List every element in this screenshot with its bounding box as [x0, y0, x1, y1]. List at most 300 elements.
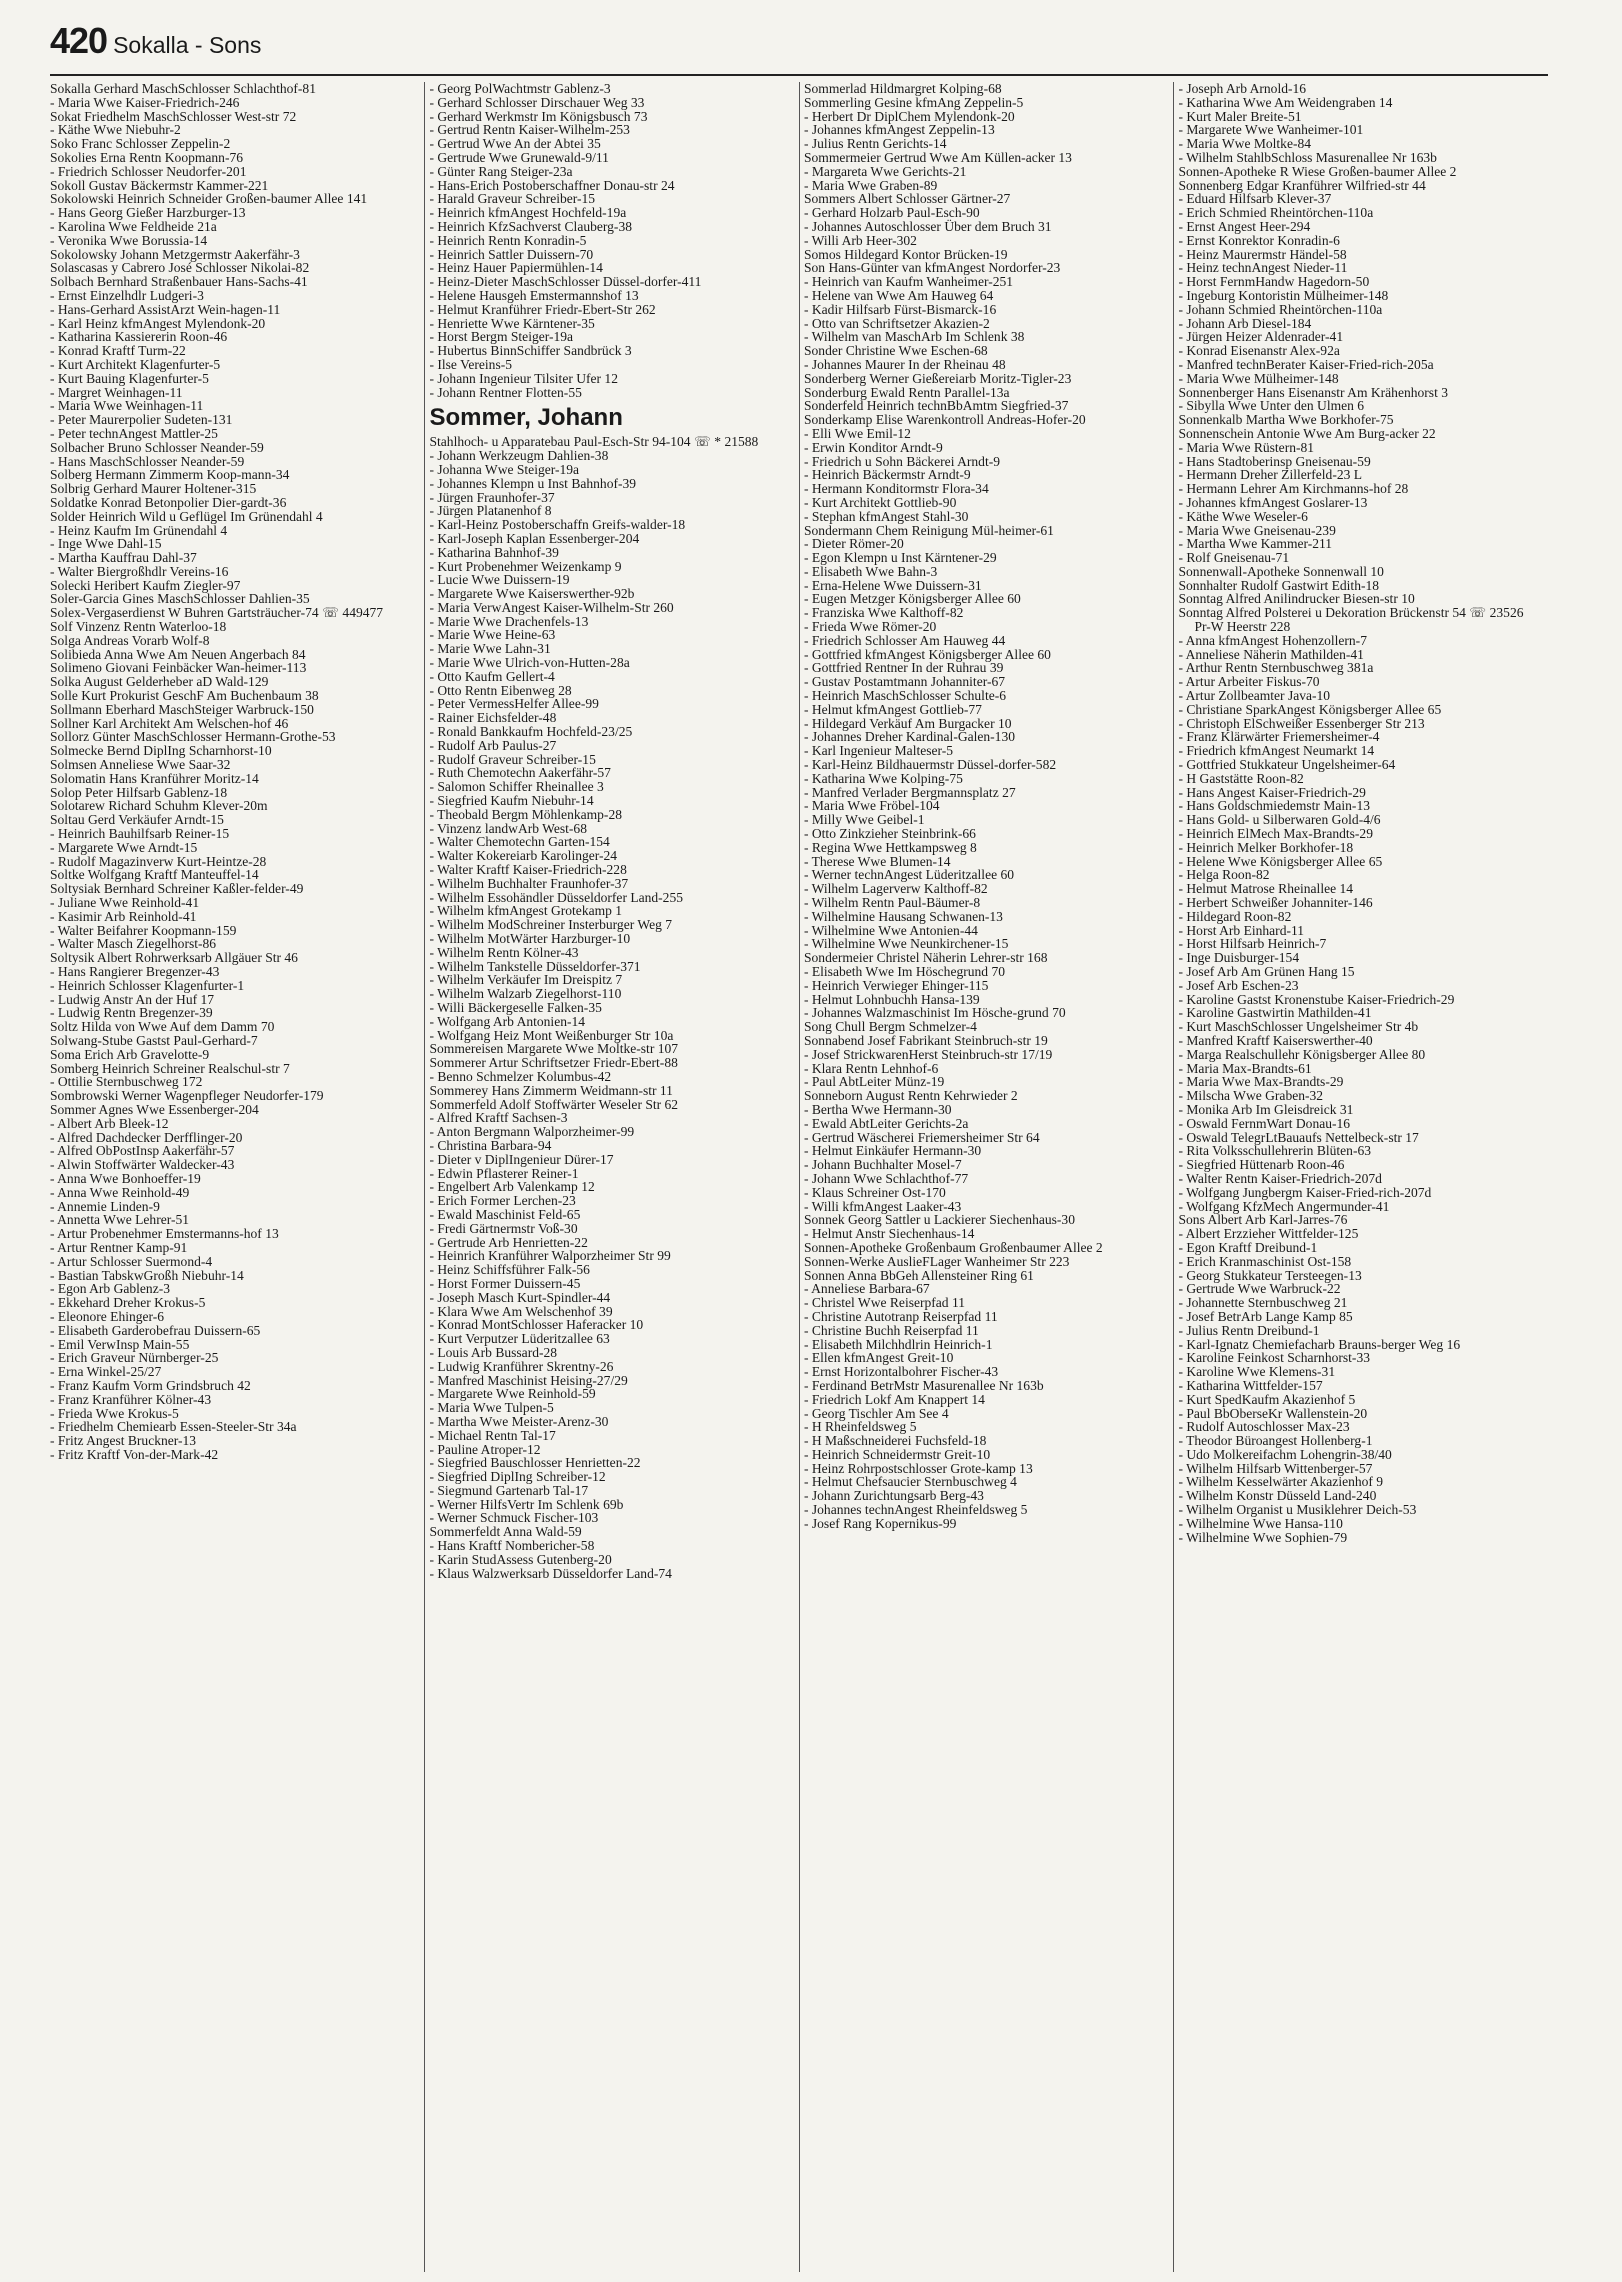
directory-entry: - Ernst Einzelhdlr Ludgeri-3 — [50, 287, 204, 303]
directory-entry: - Fritz Angest Bruckner-13 — [50, 1433, 197, 1449]
directory-entry: - Egon Klempn u Inst Kärntener-29 — [803, 550, 997, 566]
directory-entry: - Johann Wwe Schlachthof-77 — [803, 1170, 969, 1186]
directory-entry: - Wilhelm StahlbSchloss Masurenallee Nr 163b — [1178, 149, 1437, 165]
directory-entry: - Julius Rentn Dreibund-1 — [1178, 1322, 1320, 1338]
directory-entry: - H Maßschneiderei Fuchsfeld-18 — [803, 1433, 987, 1449]
directory-entry: - Maria Wwe Fröbel-104 — [803, 798, 940, 814]
directory-entry: - Karl-Ignatz Chemiefacharb Brauns-berger Weg 16 — [1178, 1336, 1461, 1352]
directory-entry: - Artur Rentner Kamp-91 — [50, 1239, 188, 1255]
directory-entry: Solibieda Anna Wwe Am Neuen Angerbach 84 — [50, 646, 306, 662]
directory-entry: Sommereisen Margarete Wwe Moltke-str 107 — [429, 1041, 679, 1057]
directory-entry: - Jürgen Heizer Aldenrader-41 — [1178, 329, 1344, 345]
directory-entry: - Ottilie Sternbuschweg 172 — [50, 1074, 203, 1090]
directory-entry: - Maria Wwe Kaiser-Friedrich-246 — [50, 94, 240, 110]
directory-entry: Soltau Gerd Verkäufer Arndt-15 — [50, 812, 224, 828]
directory-entry: - Kurt Probenehmer Weizenkamp 9 — [429, 558, 622, 574]
directory-entry: - Wilhelm Tankstelle Düsseldorfer-371 — [429, 958, 641, 974]
directory-entry: Sommerlad Hildmargret Kolping-68 — [803, 82, 1002, 96]
directory-entry: - Johannette Sternbuschweg 21 — [1178, 1295, 1348, 1311]
directory-entry: - Josef Rang Kopernikus-99 — [803, 1515, 957, 1531]
directory-entry: - Walter Kokereiarb Karolinger-24 — [429, 848, 618, 864]
directory-entry: Solomatin Hans Kranführer Moritz-14 — [50, 770, 259, 786]
directory-entry: - Margarete Wwe Wanheimer-101 — [1178, 122, 1364, 138]
directory-entry: Sollmann Eberhard MaschSteiger Warbruck-150 — [50, 701, 314, 717]
directory-entry: Sonnenwall-Apotheke Sonnenwall 10 — [1178, 563, 1384, 579]
directory-entry: - Siegfried DiplIng Schreiber-12 — [429, 1469, 606, 1485]
directory-entry: - Dieter v DiplIngenieur Dürer-17 — [429, 1151, 614, 1167]
directory-entry: - Katharina Bahnhof-39 — [429, 544, 559, 560]
directory-entry: - Alfred Kraftf Sachsen-3 — [429, 1110, 568, 1126]
directory-entry: - Ewald AbtLeiter Gerichts-2a — [803, 1115, 969, 1131]
directory-entry: - Margareta Wwe Gerichts-21 — [803, 163, 967, 179]
directory-entry: - Marie Wwe Heine-63 — [429, 627, 556, 643]
directory-entry: - Albert Erzzieher Wittfelder-125 — [1178, 1226, 1359, 1242]
directory-entry: - Helene Wwe Königsberger Allee 65 — [1178, 853, 1383, 869]
directory-entry: - Heinrich Sattler Duissern-70 — [429, 246, 594, 262]
directory-entry: - Maria Wwe Weinhagen-11 — [50, 398, 204, 414]
directory-entry: Solex-Vergaserdienst W Buhren Gartsträucher-74 ☏ 449477 — [50, 605, 384, 621]
directory-entry: - Wolfgang Jungbergm Kaiser-Fried-rich-207d — [1178, 1184, 1432, 1200]
directory-entry: - Heinrich van Kaufm Wanheimer-251 — [803, 274, 1014, 290]
directory-entry: Sokalla Gerhard MaschSchlosser Schlachthof-81 — [50, 82, 316, 96]
directory-entry: - Erich Schmied Rheintörchen-110a — [1178, 205, 1374, 221]
directory-entry: - Wilhelm van MaschArb Im Schlenk 38 — [803, 329, 1025, 345]
directory-entry: - Anneliese Näherin Mathilden-41 — [1178, 646, 1364, 662]
directory-entry: - Wolfgang KfzMech Angermunder-41 — [1178, 1198, 1390, 1214]
directory-entry: - Josef BetrArb Lange Kamp 85 — [1178, 1308, 1353, 1324]
directory-entry: Sombrowski Werner Wagenpfleger Neudorfer-179 — [50, 1088, 324, 1104]
directory-entry: - Emil VerwInsp Main-55 — [50, 1336, 190, 1352]
directory-entry: - Gertrud Wwe An der Abtei 35 — [429, 136, 601, 152]
directory-entry: - Ilse Vereins-5 — [429, 356, 512, 372]
directory-entry: - Gertrude Wwe Grunewald-9/11 — [429, 149, 609, 165]
directory-entry: - Peter Maurerpolier Sudeten-131 — [50, 412, 233, 428]
directory-entry: - Karin StudAssess Gutenberg-20 — [429, 1551, 612, 1567]
directory-entry: - Otto Rentn Eibenweg 28 — [429, 682, 572, 698]
directory-entry: - Oswald FernmWart Donau-16 — [1178, 1115, 1351, 1131]
directory-entry: - Franz Kranführer Kölner-43 — [50, 1391, 212, 1407]
directory-entry: Sondermann Chem Reinigung Mül-heimer-61 — [803, 522, 1054, 538]
directory-entry: - Ludwig Rentn Bregenzer-39 — [50, 1005, 213, 1021]
directory-entry: - Karl-Heinz Postoberschaffn Greifs-walder-18 — [429, 517, 686, 533]
directory-entry: - Wilhelmine Wwe Antonien-44 — [803, 922, 978, 938]
directory-entry: - Franz Klärwärter Friemersheimer-4 — [1178, 729, 1380, 745]
directory-entry: Sonnenkalb Martha Wwe Borkhofer-75 — [1178, 412, 1394, 428]
directory-entry: - Anton Bergmann Walporzheimer-99 — [429, 1124, 635, 1140]
directory-entry: - Karl Ingenieur Malteser-5 — [803, 743, 954, 759]
directory-entry: - Heinz Kaufm Im Grünendahl 4 — [50, 522, 228, 538]
directory-entry: - Theodor Büroangest Hollenberg-1 — [1178, 1433, 1373, 1449]
directory-entry: - Willi kfmAngest Laaker-43 — [803, 1198, 962, 1214]
directory-entry: Sollorz Günter MaschSchlosser Hermann-Grothe-53 — [50, 729, 336, 745]
directory-entry: Solop Peter Hilfsarb Gablenz-18 — [50, 784, 228, 800]
directory-entry: - Konrad MontSchlosser Haferacker 10 — [429, 1317, 644, 1333]
section-heading: Sommer, Johann — [429, 404, 623, 432]
directory-entry: - Wilhelm Rentn Kölner-43 — [429, 944, 579, 960]
directory-entry: - Maria Wwe Rüstern-81 — [1178, 439, 1315, 455]
directory-entry: - Artur Probenehmer Emstermanns-hof 13 — [50, 1226, 279, 1242]
directory-entry: - Johann Ingenieur Tilsiter Ufer 12 — [429, 370, 618, 386]
directory-entry: - Margarete Wwe Kaiserswerther-92b — [429, 586, 635, 602]
directory-entry: - Gottfried Rentner In der Ruhrau 39 — [803, 660, 1004, 676]
directory-entry: - Christoph ElSchweißer Essenberger Str 213 — [1178, 715, 1425, 731]
directory-entry: - Heinrich Bäckermstr Arndt-9 — [803, 467, 971, 483]
directory-entry: Solbrig Gerhard Maurer Holtener-315 — [50, 481, 257, 497]
directory-entry: - Walter Rentn Kaiser-Friedrich-207d — [1178, 1170, 1382, 1186]
directory-entry: Song Chull Bergm Schmelzer-4 — [803, 1019, 977, 1035]
column-3 — [799, 82, 1174, 2272]
directory-entry: - Manfred technBerater Kaiser-Fried-rich-205a — [1178, 356, 1434, 372]
directory-entry: - Katharina Wwe Kolping-75 — [803, 770, 963, 786]
directory-entry: Sonnen-Apotheke R Wiese Großen-baumer Allee 2 — [1178, 163, 1457, 179]
directory-entry: - Marie Wwe Lahn-31 — [429, 641, 551, 657]
directory-entry: - Juliane Wwe Reinhold-41 — [50, 895, 200, 911]
directory-entry: Sonder Christine Wwe Eschen-68 — [803, 343, 988, 359]
directory-entry: - Horst FernmHandw Hagedorn-50 — [1178, 274, 1370, 290]
directory-entry: - Erna Winkel-25/27 — [50, 1364, 162, 1380]
directory-entry: - Veronika Wwe Borussia-14 — [50, 232, 208, 248]
directory-entry: - Frieda Wwe Römer-20 — [803, 619, 937, 635]
directory-entry: - Marie Wwe Drachenfels-13 — [429, 613, 589, 629]
directory-entry: - Jürgen Fraunhofer-37 — [429, 489, 555, 505]
directory-entry: - Christiane SparkAngest Königsberger Allee 65 — [1178, 701, 1442, 717]
directory-entry: - Rainer Eichsfelder-48 — [429, 710, 557, 726]
directory-entry: - Werner technAngest Lüderitzallee 60 — [803, 867, 1015, 883]
directory-entry: - Eduard Hilfsarb Klever-37 — [1178, 191, 1332, 207]
directory-entry: - Wilhelm Essohändler Düsseldorfer Land-255 — [429, 889, 684, 905]
directory-entry: Solberg Hermann Zimmerm Koop-mann-34 — [50, 467, 290, 483]
directory-entry: - Josef StrickwarenHerst Steinbruch-str 17/19 — [803, 1046, 1053, 1062]
directory-entry: - Marga Realschullehr Königsberger Allee 80 — [1178, 1046, 1426, 1062]
directory-entry: Sonderberg Werner Gießereiarb Moritz-Tigler-23 — [803, 370, 1072, 386]
directory-entry: Sokolowsky Johann Metzgermstr Aakerfähr-3 — [50, 246, 300, 262]
directory-entry: - Joseph Masch Kurt-Spindler-44 — [429, 1289, 611, 1305]
directory-entry: - Johannes kfmAngest Goslarer-13 — [1178, 494, 1368, 510]
directory-entry: - Kasimir Arb Reinhold-41 — [50, 908, 197, 924]
directory-entry: Sommerling Gesine kfmAng Zeppelin-5 — [803, 94, 1024, 110]
directory-entry: - Walter Kraftf Kaiser-Friedrich-228 — [429, 862, 627, 878]
directory-entry: - Stephan kfmAngest Stahl-30 — [803, 508, 969, 524]
directory-entry: - Heinrich Rentn Konradin-5 — [429, 232, 587, 248]
directory-entry: - Horst Arb Einhard-11 — [1178, 922, 1305, 938]
directory-entry: - Elisabeth Wwe Im Höschegrund 70 — [803, 964, 1006, 979]
directory-entry: - Hans Stadtoberinsp Gneisenau-59 — [1178, 453, 1371, 469]
directory-entry: Solle Kurt Prokurist GeschF Am Buchenbaum 38 — [50, 688, 319, 704]
page-header — [50, 20, 261, 60]
directory-entry: - Ernst Konrektor Konradin-6 — [1178, 232, 1340, 248]
directory-entry: - Alfred ObPostInsp Aakerfähr-57 — [50, 1143, 235, 1159]
directory-entry: - Paul AbtLeiter Münz-19 — [803, 1074, 945, 1090]
directory-entry: - Dieter Römer-20 — [803, 536, 904, 552]
directory-entry: - Wolfgang Heiz Mont Weißenburger Str 10a — [429, 1027, 674, 1043]
directory-entry: - Walter Masch Ziegelhorst-86 — [50, 936, 217, 952]
column-1 — [50, 82, 424, 2272]
directory-entry: - Klaus Schreiner Ost-170 — [803, 1184, 946, 1200]
directory-entry: - Heinz technAngest Nieder-11 — [1178, 260, 1348, 276]
directory-entry: - Karoline Gastwirtin Mathilden-41 — [1178, 1005, 1372, 1021]
directory-entry: - Annetta Wwe Lehrer-51 — [50, 1212, 190, 1228]
directory-entry: - Willi Arb Heer-302 — [803, 232, 917, 248]
directory-entry: - Heinrich Melker Borkhofer-18 — [1178, 839, 1354, 855]
column-2 — [424, 82, 799, 2272]
directory-entry: Son Hans-Günter van kfmAngest Nordorfer-23 — [803, 260, 1061, 276]
directory-entry: Sollner Karl Architekt Am Welschen-hof 46 — [50, 715, 289, 731]
directory-entry: - Kurt SpedKaufm Akazienhof 5 — [1178, 1391, 1356, 1407]
directory-entry: - Wilhelmine Wwe Hansa-110 — [1178, 1515, 1343, 1531]
directory-entry: Solka August Gelderheber aD Wald-129 — [50, 674, 269, 690]
directory-entry: - Elisabeth Milchhdlrin Heinrich-1 — [803, 1336, 993, 1352]
directory-entry: - Ekkehard Dreher Krokus-5 — [50, 1295, 206, 1311]
directory-entry: Solbach Bernhard Straßenbauer Hans-Sachs-41 — [50, 274, 308, 290]
directory-entry: Sokat Friedhelm MaschSchlosser West-str 72 — [50, 108, 297, 124]
directory-entry: - Hans Georg Gießer Harzburger-13 — [50, 205, 246, 221]
directory-entry: - Hans-Erich Postoberschaffner Donau-str 24 — [429, 177, 675, 193]
directory-entry: - Helmut Anstr Siechenhaus-14 — [803, 1226, 975, 1242]
directory-entry: - Siegfried Hüttenarb Roon-46 — [1178, 1157, 1345, 1173]
directory-entry: - Wilhelm Walzarb Ziegelhorst-110 — [429, 986, 622, 1002]
directory-entry: - Henriette Wwe Kärntener-35 — [429, 315, 595, 331]
directory-entry: - Gerhard Schlosser Dirschauer Weg 33 — [429, 94, 645, 110]
directory-entry: - Johannes kfmAngest Zeppelin-13 — [803, 122, 995, 138]
directory-entry: - Werner Schmuck Fischer-103 — [429, 1510, 599, 1526]
directory-entry: Sonnenberg Edgar Kranführer Wilfried-str 44 — [1178, 177, 1426, 193]
directory-entry: - Gertrude Wwe Warbruck-22 — [1178, 1281, 1341, 1297]
directory-entry: - Rudolf Graveur Schreiber-15 — [429, 751, 596, 767]
directory-entry: - Therese Wwe Blumen-14 — [803, 853, 951, 869]
directory-entry: - Wilhelmine Wwe Sophien-79 — [1178, 1529, 1348, 1545]
directory-entry: - Margarete Wwe Arndt-15 — [50, 839, 198, 855]
directory-entry: - Klaus Walzwerksarb Düsseldorfer Land-74 — [429, 1565, 672, 1581]
directory-entry: - Helene van Wwe Am Hauweg 64 — [803, 287, 994, 303]
directory-entry: Sonnen-Apotheke Großenbaum Großenbaumer Allee 2 — [803, 1239, 1103, 1255]
directory-entry: - Heinrich Bauhilfsarb Reiner-15 — [50, 826, 230, 842]
directory-entry: Solascasas y Cabrero José Schlosser Nikolai-82 — [50, 260, 310, 276]
directory-entry: - Wilhelmine Wwe Neunkirchener-15 — [803, 936, 1009, 952]
directory-entry: - Albert Arb Bleek-12 — [50, 1115, 169, 1131]
directory-entry: - Heinz Maurermstr Händel-58 — [1178, 246, 1347, 262]
directory-entry: - Wilhelm Lagerverw Kalthoff-82 — [803, 881, 988, 897]
directory-entry: - Anna Wwe Bonhoeffer-19 — [50, 1170, 201, 1186]
directory-entry: Soltz Hilda von Wwe Auf dem Damm 70 — [50, 1019, 275, 1035]
directory-entry: - Erich Former Lerchen-23 — [429, 1193, 576, 1209]
directory-entry: - Gertrud Wäscherei Friemersheimer Str 64 — [803, 1129, 1040, 1145]
directory-entry: - Friedrich Lokf Am Knappert 14 — [803, 1391, 985, 1407]
directory-entry: Soldatke Konrad Betonpolier Dier-gardt-36 — [50, 494, 287, 510]
directory-entry: - Helmut Matrose Rheinallee 14 — [1178, 881, 1354, 897]
directory-entry: - Friedrich Schlosser Am Hauweg 44 — [803, 632, 1006, 648]
directory-entry: - Gottfried Stukkateur Ungelsheimer-64 — [1178, 757, 1396, 773]
directory-entry: - Franziska Wwe Kalthoff-82 — [803, 605, 964, 621]
directory-entry: Soltysiak Bernhard Schreiner Kaßler-felder-49 — [50, 881, 304, 897]
directory-entry: - Kurt Architekt Klagenfurter-5 — [50, 356, 221, 372]
directory-entry: - Friedrich kfmAngest Neumarkt 14 — [1178, 743, 1375, 759]
directory-entry: Solder Heinrich Wild u Geflügel Im Grünendahl 4 — [50, 508, 323, 524]
directory-entry: - H Gaststätte Roon-82 — [1178, 770, 1304, 786]
directory-entry: - Johannes Autoschlosser Über dem Bruch 31 — [803, 218, 1052, 234]
directory-entry: - Otto Zinkzieher Steinbrink-66 — [803, 826, 976, 842]
directory-entry: - Elisabeth Garderobefrau Duissern-65 — [50, 1322, 261, 1338]
directory-entry: - Helene Hausgeh Emstermannshof 13 — [429, 287, 639, 303]
directory-entry: - Katharina Kassiererin Roon-46 — [50, 329, 228, 345]
directory-entry: - Arthur Rentn Sternbuschweg 381a — [1178, 660, 1374, 676]
directory-entry: - Maria Max-Brandts-61 — [1178, 1060, 1312, 1076]
directory-entry: - Helmut Kranführer Friedr-Ebert-Str 262 — [429, 301, 656, 317]
directory-entry: - Siegmund Gartenarb Tal-17 — [429, 1482, 589, 1498]
directory-entry: - Werner HilfsVertr Im Schlenk 69b — [429, 1496, 624, 1512]
directory-entry: Sons Albert Arb Karl-Jarres-76 — [1178, 1212, 1348, 1228]
directory-entry: - Julius Rentn Gerichts-14 — [803, 136, 947, 152]
directory-entry: - Kadir Hilfsarb Fürst-Bismarck-16 — [803, 301, 997, 317]
directory-entry: - Karoline Feinkost Scharnhorst-33 — [1178, 1350, 1370, 1366]
directory-entry: - Helmut kfmAngest Gottlieb-77 — [803, 701, 982, 717]
directory-entry: - Walter Chemotechn Garten-154 — [429, 834, 610, 850]
directory-entry: - Gerhard Werkmstr Im Königsbusch 73 — [429, 108, 648, 124]
directory-entry: - Ludwig Anstr An der Huf 17 — [50, 991, 215, 1007]
directory-entry: Sommerey Hans Zimmerm Weidmann-str 11 — [429, 1082, 673, 1098]
directory-entry: - Wilhelm Kesselwärter Akazienhof 9 — [1178, 1474, 1384, 1490]
directory-entry: - Johannes Dreher Kardinal-Galen-130 — [803, 729, 1016, 745]
directory-entry: - Peter technAngest Mattler-25 — [50, 425, 218, 441]
directory-entry: Sonderfeld Heinrich technBbAmtm Siegfried-37 — [803, 398, 1069, 414]
directory-entry: - Maria Wwe Moltke-84 — [1178, 136, 1312, 152]
directory-entry: Sommerfeld Adolf Stoffwärter Weseler Str 62 — [429, 1096, 679, 1112]
directory-entry: - Pauline Atroper-12 — [429, 1441, 541, 1457]
directory-entry: - Johann Schmied Rheintörchen-110a — [1178, 301, 1383, 317]
directory-entry: - Elli Wwe Emil-12 — [803, 425, 911, 441]
directory-entry: Soltysik Albert Rohrwerksarb Allgäuer Str 46 — [50, 950, 298, 966]
directory-entry: - Käthe Wwe Niebuhr-2 — [50, 122, 181, 138]
directory-entry: - Konrad Eisenanstr Alex-92a — [1178, 343, 1340, 359]
directory-entry: - Ronald Bankkaufm Hochfeld-23/25 — [429, 724, 633, 740]
directory-entry: - Josef Arb Eschen-23 — [1178, 977, 1299, 993]
directory-entry: - Erna-Helene Wwe Duissern-31 — [803, 577, 982, 593]
directory-entry: - Wilhelm MotWärter Harzburger-10 — [429, 931, 631, 947]
directory-entry: - Hans Angest Kaiser-Friedrich-29 — [1178, 784, 1366, 800]
directory-entry: - Ernst Horizontalbohrer Fischer-43 — [803, 1364, 999, 1380]
directory-entry: - Siegfried Kaufm Niebuhr-14 — [429, 793, 594, 809]
directory-entry: - Vinzenz landwArb West-68 — [429, 820, 587, 836]
directory-entry: Sonderburg Ewald Rentn Parallel-13a — [803, 384, 1010, 400]
directory-entry: - Hermann Konditormstr Flora-34 — [803, 481, 989, 497]
directory-entry: - Fredi Gärtnermstr Voß-30 — [429, 1220, 578, 1236]
directory-entry: - Friedrich u Sohn Bäckerei Arndt-9 — [803, 453, 1000, 469]
directory-entry: - Klara Rentn Lehnhof-6 — [803, 1060, 939, 1076]
directory-entry: Solimeno Giovani Feinbäcker Wan-heimer-113 — [50, 660, 307, 676]
directory-entry: - Kurt Maler Breite-51 — [1178, 108, 1302, 124]
directory-entry: - Annemie Linden-9 — [50, 1198, 160, 1214]
directory-entry: - Konrad Kraftf Turm-22 — [50, 343, 186, 359]
directory-entry: - Margret Weinhagen-11 — [50, 384, 183, 400]
directory-entry: - Helmut Chefsaucier Sternbuschweg 4 — [803, 1474, 1017, 1490]
directory-entry: - Marie Wwe Ulrich-von-Hutten-28a — [429, 655, 630, 671]
directory-entry: - Heinz Hauer Papiermühlen-14 — [429, 260, 603, 276]
directory-entry: - Ernst Angest Heer-294 — [1178, 218, 1311, 234]
directory-entry: Sonntag Alfred Anilindrucker Biesen-str 10 — [1178, 591, 1415, 607]
directory-entry: - Bastian TabskwGroßh Niebuhr-14 — [50, 1267, 244, 1283]
directory-entry: - Horst Former Duissern-45 — [429, 1275, 581, 1291]
directory-entry: - Heinrich kfmAngest Hochfeld-19a — [429, 205, 627, 221]
directory-entry: - Günter Rang Steiger-23a — [429, 163, 573, 179]
directory-entry: - Johannes Klempn u Inst Bahnhof-39 — [429, 475, 637, 491]
directory-entry: - Martha Wwe Meister-Arenz-30 — [429, 1413, 609, 1429]
directory-entry: - Johann Buchhalter Mosel-7 — [803, 1157, 962, 1173]
directory-entry: - Georg Tischler Am See 4 — [803, 1405, 949, 1421]
directory-entry: - Wilhelm kfmAngest Grotekamp 1 — [429, 903, 623, 919]
directory-entry: - Martha Wwe Kammer-211 — [1178, 536, 1333, 552]
directory-entry: - Maria Wwe Mülheimer-148 — [1178, 370, 1339, 386]
directory-entry: - Heinrich ElMech Max-Brandts-29 — [1178, 826, 1373, 842]
directory-entry: Sommerer Artur Schriftsetzer Friedr-Ebert-88 — [429, 1055, 678, 1071]
directory-entry: - Maria VerwAngest Kaiser-Wilhelm-Str 260 — [429, 599, 674, 615]
directory-entry: - Maria Wwe Graben-89 — [803, 177, 938, 193]
directory-entry: Sonnek Georg Sattler u Lackierer Siechenhaus-30 — [803, 1212, 1075, 1228]
directory-entry: Sokolies Erna Rentn Koopmann-76 — [50, 149, 244, 165]
directory-entry: Sonnenschein Antonie Wwe Am Burg-acker 22 — [1178, 425, 1436, 441]
directory-entry: - Inge Duisburger-154 — [1178, 950, 1300, 966]
directory-entry: - Gottfried kfmAngest Königsberger Allee 60 — [803, 646, 1051, 662]
directory-entry: - Michael Rentn Tal-17 — [429, 1427, 556, 1443]
directory-entry: - Johannes Maurer In der Rheinau 48 — [803, 356, 1006, 372]
directory-entry: - Siegfried Bauschlosser Henrietten-22 — [429, 1455, 641, 1471]
directory-entry: - Friedhelm Chemiearb Essen-Steeler-Str 34a — [50, 1419, 297, 1435]
directory-entry: Solbacher Bruno Schlosser Neander-59 — [50, 439, 264, 455]
directory-entry: Sokoll Gustav Bäckermstr Kammer-221 — [50, 177, 269, 193]
directory-entry: Solwang-Stube Gastst Paul-Gerhard-7 — [50, 1032, 258, 1048]
directory-entry: - Eugen Metzger Königsberger Allee 60 — [803, 591, 1021, 607]
directory-entry: Soltke Wolfgang Kraftf Manteuffel-14 — [50, 867, 259, 883]
directory-entry: - Ingeburg Kontoristin Mülheimer-148 — [1178, 287, 1389, 303]
directory-entry: - Wilhelm Konstr Düsseld Land-240 — [1178, 1488, 1377, 1504]
directory-entry: - Wilhelmine Hausang Schwanen-13 — [803, 908, 1003, 924]
directory-entry: - Fritz Kraftf Von-der-Mark-42 — [50, 1446, 219, 1462]
directory-entry: - Heinrich MaschSchlosser Schulte-6 — [803, 688, 1007, 704]
directory-entry: Solf Vinzenz Rentn Waterloo-18 — [50, 619, 227, 635]
directory-entry: Solmecke Bernd DiplIng Scharnhorst-10 — [50, 743, 272, 759]
directory-entry: - Heinrich Verwieger Ehinger-115 — [803, 977, 989, 993]
directory-entry: - Christine Buchh Reiserpfad 11 — [803, 1322, 979, 1338]
directory-entry: - Otto van Schriftsetzer Akazien-2 — [803, 315, 990, 331]
directory-entry: - Gustav Postamtmann Johanniter-67 — [803, 674, 1006, 690]
directory-entry: - Wilhelm Organist u Musiklehrer Deich-53 — [1178, 1502, 1417, 1518]
directory-entry: - Jürgen Platanenhof 8 — [429, 503, 552, 519]
directory-entry: - Harald Graveur Schreiber-15 — [429, 191, 596, 207]
directory-entry: Sokolowski Heinrich Schneider Großen-baumer Allee 141 — [50, 191, 368, 207]
directory-entry: - Paul BbOberseKr Wallenstein-20 — [1178, 1405, 1368, 1421]
directory-entry: - Heinz Rohrpostschlosser Grote-kamp 13 — [803, 1460, 1033, 1476]
directory-entry: - Hermann Dreher Zillerfeld-23 L — [1178, 467, 1363, 483]
directory-entry: - Karl-Heinz Bildhauermstr Düssel-dorfer-582 — [803, 757, 1057, 773]
directory-entry: - Johanna Wwe Steiger-19a — [429, 461, 580, 477]
directory-entry: - Artur Zollbeamter Java-10 — [1178, 688, 1331, 704]
directory-entry: - Karl-Joseph Kaplan Essenberger-204 — [429, 530, 640, 546]
directory-entry: - Otto Kaufm Gellert-4 — [429, 668, 555, 684]
directory-entry: - Heinrich Schneidermstr Greit-10 — [803, 1446, 991, 1462]
directory-entry: Stahlhoch- u Apparatebau Paul-Esch-Str 94-104 ☏ * 21588 — [429, 434, 759, 450]
directory-entry: - Egon Arb Gablenz-3 — [50, 1281, 171, 1297]
directory-entry: - Georg Stukkateur Tersteegen-13 — [1178, 1267, 1362, 1283]
directory-entry: Sonnen Anna BbGeh Allensteiner Ring 61 — [803, 1267, 1034, 1283]
directory-entry: Solga Andreas Vorarb Wolf-8 — [50, 632, 210, 648]
directory-entry: - Johann Werkzeugm Dahlien-38 — [429, 448, 609, 464]
directory-entry: - Käthe Wwe Weseler-6 — [1178, 508, 1308, 524]
directory-entry: - Johann Rentner Flotten-55 — [429, 384, 582, 400]
directory-entry: - Salomon Schiffer Rheinallee 3 — [429, 779, 604, 795]
directory-entry: - Rolf Gneisenau-71 — [1178, 550, 1290, 566]
directory-entry: - Johann Arb Diesel-184 — [1178, 315, 1312, 331]
directory-entry: - Horst Hilfsarb Heinrich-7 — [1178, 936, 1327, 952]
directory-entry: - Christina Barbara-94 — [429, 1137, 552, 1153]
directory-entry: - Sibylla Wwe Unter den Ulmen 6 — [1178, 398, 1365, 414]
